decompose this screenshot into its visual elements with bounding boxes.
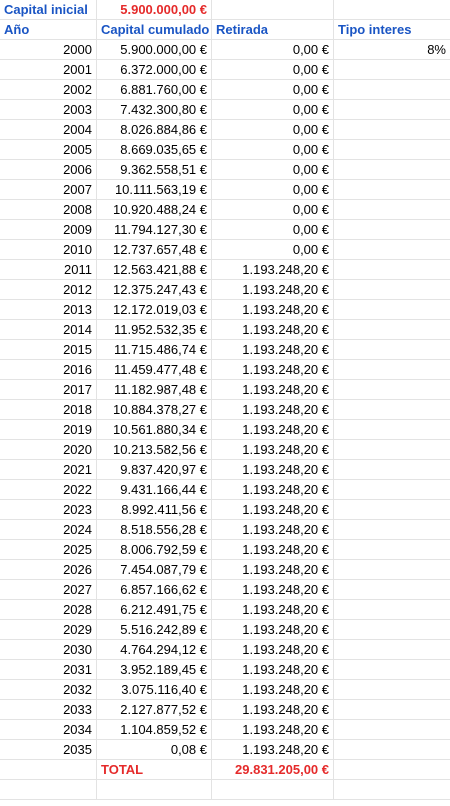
empty-cell[interactable] [334, 140, 450, 159]
capital-cell[interactable]: 7.454.087,79 € [97, 560, 212, 579]
year-cell[interactable]: 2034 [0, 720, 97, 739]
withdrawal-cell[interactable]: 1.193.248,20 € [212, 600, 334, 619]
empty-cell[interactable] [334, 0, 450, 19]
table-row [0, 240, 450, 260]
table-row [0, 400, 450, 420]
year-cell[interactable]: 2030 [0, 640, 97, 659]
empty-cell[interactable] [97, 780, 212, 799]
empty-cell[interactable] [334, 240, 450, 259]
empty-cell[interactable] [334, 600, 450, 619]
capital-cell[interactable]: 1.104.859,52 € [97, 720, 212, 739]
table-row [0, 680, 450, 700]
capital-cell[interactable]: 7.432.300,80 € [97, 100, 212, 119]
year-cell[interactable]: 2031 [0, 660, 97, 679]
year-cell[interactable]: 2015 [0, 340, 97, 359]
withdrawal-cell[interactable]: 1.193.248,20 € [212, 320, 334, 339]
capital-cell[interactable]: 11.182.987,48 € [97, 380, 212, 399]
empty-cell[interactable] [334, 260, 450, 279]
capital-value-cell[interactable]: 5.900.000,00 € [97, 0, 212, 19]
empty-cell[interactable] [334, 420, 450, 439]
capital-cell[interactable]: 8.026.884,86 € [97, 120, 212, 139]
year-cell[interactable]: 2028 [0, 600, 97, 619]
withdrawal-cell[interactable]: 1.193.248,20 € [212, 520, 334, 539]
empty-cell[interactable] [212, 0, 334, 19]
withdrawal-cell[interactable]: 1.193.248,20 € [212, 540, 334, 559]
withdrawal-cell[interactable]: 1.193.248,20 € [212, 360, 334, 379]
capital-cell[interactable]: 11.459.477,48 € [97, 360, 212, 379]
capital-cell[interactable]: 10.213.582,56 € [97, 440, 212, 459]
table-row [0, 200, 450, 220]
table-row [0, 60, 450, 80]
data-rows [0, 40, 450, 760]
withdrawal-cell[interactable]: 0,00 € [212, 60, 334, 79]
empty-cell[interactable] [334, 540, 450, 559]
withdrawal-cell[interactable]: 1.193.248,20 € [212, 720, 334, 739]
empty-cell[interactable] [212, 780, 334, 799]
total-label-cell[interactable]: TOTAL [97, 760, 212, 779]
table-row [0, 700, 450, 720]
capital-cell[interactable]: 6.881.760,00 € [97, 80, 212, 99]
year-cell[interactable]: 2014 [0, 320, 97, 339]
empty-cell[interactable] [334, 580, 450, 599]
table-row [0, 280, 450, 300]
empty-cell[interactable] [334, 280, 450, 299]
capital-label-cell[interactable]: Capital inicial [0, 0, 97, 19]
capital-cell[interactable]: 8.992.411,56 € [97, 500, 212, 519]
withdrawal-cell[interactable]: 0,00 € [212, 160, 334, 179]
year-cell[interactable]: 2022 [0, 480, 97, 499]
year-cell[interactable]: 2013 [0, 300, 97, 319]
withdrawal-cell[interactable]: 0,00 € [212, 100, 334, 119]
year-cell[interactable]: 2020 [0, 440, 97, 459]
table-row [0, 100, 450, 120]
capital-cell[interactable]: 8.006.792,59 € [97, 540, 212, 559]
capital-cell[interactable]: 12.737.657,48 € [97, 240, 212, 259]
withdrawal-cell[interactable]: 0,00 € [212, 40, 334, 59]
empty-cell[interactable] [334, 620, 450, 639]
withdrawal-cell[interactable]: 1.193.248,20 € [212, 700, 334, 719]
capital-cell[interactable]: 6.372.000,00 € [97, 60, 212, 79]
capital-cell[interactable]: 11.715.486,74 € [97, 340, 212, 359]
year-cell[interactable]: 2010 [0, 240, 97, 259]
table-row [0, 320, 450, 340]
withdrawal-cell[interactable]: 1.193.248,20 € [212, 300, 334, 319]
empty-cell[interactable] [334, 720, 450, 739]
header-year-cell[interactable]: Año [0, 20, 97, 39]
year-cell[interactable]: 2012 [0, 280, 97, 299]
empty-cell[interactable] [334, 760, 450, 779]
table-row [0, 600, 450, 620]
header-capital-cell[interactable]: Capital cumulado [97, 20, 212, 39]
table-row [0, 260, 450, 280]
capital-cell[interactable]: 0,08 € [97, 740, 212, 759]
year-cell[interactable]: 2002 [0, 80, 97, 99]
capital-cell[interactable]: 9.362.558,51 € [97, 160, 212, 179]
withdrawal-cell[interactable]: 1.193.248,20 € [212, 460, 334, 479]
header-row [0, 20, 450, 40]
capital-cell[interactable]: 10.920.488,24 € [97, 200, 212, 219]
year-cell[interactable]: 2007 [0, 180, 97, 199]
capital-cell[interactable]: 12.172.019,03 € [97, 300, 212, 319]
withdrawal-cell[interactable]: 0,00 € [212, 200, 334, 219]
withdrawal-cell[interactable]: 1.193.248,20 € [212, 500, 334, 519]
withdrawal-cell[interactable]: 0,00 € [212, 120, 334, 139]
empty-cell[interactable] [334, 520, 450, 539]
table-row [0, 360, 450, 380]
withdrawal-cell[interactable]: 1.193.248,20 € [212, 400, 334, 419]
empty-cell[interactable] [334, 340, 450, 359]
capital-cell[interactable]: 8.669.035,65 € [97, 140, 212, 159]
table-row [0, 340, 450, 360]
year-cell[interactable]: 2024 [0, 520, 97, 539]
withdrawal-cell[interactable]: 0,00 € [212, 140, 334, 159]
table-row [0, 560, 450, 580]
table-row [0, 380, 450, 400]
empty-cell[interactable] [334, 440, 450, 459]
year-cell[interactable]: 2006 [0, 160, 97, 179]
empty-cell[interactable] [334, 680, 450, 699]
capital-cell[interactable]: 10.561.880,34 € [97, 420, 212, 439]
table-row [0, 620, 450, 640]
year-cell[interactable]: 2019 [0, 420, 97, 439]
capital-cell[interactable]: 11.794.127,30 € [97, 220, 212, 239]
table-row [0, 580, 450, 600]
empty-cell[interactable] [334, 60, 450, 79]
year-cell[interactable]: 2017 [0, 380, 97, 399]
year-cell[interactable]: 2003 [0, 100, 97, 119]
empty-cell[interactable] [334, 700, 450, 719]
empty-cell[interactable] [334, 300, 450, 319]
withdrawal-cell[interactable]: 1.193.248,20 € [212, 340, 334, 359]
withdrawal-cell[interactable]: 1.193.248,20 € [212, 680, 334, 699]
empty-cell[interactable] [334, 380, 450, 399]
withdrawal-cell[interactable]: 1.193.248,20 € [212, 740, 334, 759]
total-value-cell[interactable]: 29.831.205,00 € [212, 760, 334, 779]
year-cell[interactable]: 2032 [0, 680, 97, 699]
capital-cell[interactable]: 6.212.491,75 € [97, 600, 212, 619]
capital-cell[interactable]: 3.075.116,40 € [97, 680, 212, 699]
year-cell[interactable]: 2009 [0, 220, 97, 239]
year-cell[interactable]: 2027 [0, 580, 97, 599]
table-row [0, 420, 450, 440]
year-cell[interactable]: 2026 [0, 560, 97, 579]
capital-cell[interactable]: 5.516.242,89 € [97, 620, 212, 639]
year-cell[interactable]: 2029 [0, 620, 97, 639]
table-row [0, 300, 450, 320]
withdrawal-cell[interactable]: 1.193.248,20 € [212, 380, 334, 399]
empty-cell[interactable] [0, 780, 97, 799]
empty-cell[interactable] [334, 500, 450, 519]
capital-row [0, 0, 450, 20]
empty-cell[interactable] [334, 460, 450, 479]
table-row [0, 640, 450, 660]
total-row [0, 760, 450, 780]
empty-cell[interactable] [334, 360, 450, 379]
empty-cell[interactable] [334, 80, 450, 99]
empty-cell[interactable] [334, 220, 450, 239]
table-row [0, 40, 450, 60]
header-withdrawal-cell[interactable]: Retirada [212, 20, 334, 39]
withdrawal-cell[interactable]: 1.193.248,20 € [212, 280, 334, 299]
withdrawal-cell[interactable]: 0,00 € [212, 220, 334, 239]
year-cell[interactable]: 2035 [0, 740, 97, 759]
table-row [0, 440, 450, 460]
table-row [0, 740, 450, 760]
empty-cell[interactable] [334, 480, 450, 499]
capital-cell[interactable]: 3.952.189,45 € [97, 660, 212, 679]
table-row [0, 80, 450, 100]
withdrawal-cell[interactable]: 1.193.248,20 € [212, 660, 334, 679]
capital-cell[interactable]: 10.111.563,19 € [97, 180, 212, 199]
table-row [0, 460, 450, 480]
capital-cell[interactable]: 2.127.877,52 € [97, 700, 212, 719]
year-cell[interactable]: 2033 [0, 700, 97, 719]
capital-cell[interactable]: 10.884.378,27 € [97, 400, 212, 419]
table-row [0, 220, 450, 240]
year-cell[interactable]: 2004 [0, 120, 97, 139]
table-row [0, 500, 450, 520]
rate-cell[interactable]: 8% [427, 42, 446, 57]
empty-cell[interactable] [0, 760, 97, 779]
empty-cell[interactable] [334, 320, 450, 339]
empty-cell[interactable] [334, 400, 450, 419]
capital-cell[interactable]: 5.900.000,00 € [97, 40, 212, 59]
withdrawal-cell[interactable]: 0,00 € [212, 180, 334, 199]
empty-cell[interactable] [334, 560, 450, 579]
empty-cell[interactable] [334, 660, 450, 679]
capital-cell[interactable]: 12.375.247,43 € [97, 280, 212, 299]
capital-cell[interactable]: 6.857.166,62 € [97, 580, 212, 599]
year-cell[interactable]: 2008 [0, 200, 97, 219]
withdrawal-cell[interactable]: 0,00 € [212, 80, 334, 99]
table-row [0, 180, 450, 200]
capital-cell[interactable]: 4.764.294,12 € [97, 640, 212, 659]
header-rate-cell[interactable]: Tipo interes [338, 22, 412, 37]
empty-cell[interactable] [334, 160, 450, 179]
withdrawal-cell[interactable]: 1.193.248,20 € [212, 620, 334, 639]
empty-cell[interactable] [334, 640, 450, 659]
empty-cell[interactable] [334, 120, 450, 139]
table-row [0, 520, 450, 540]
withdrawal-cell[interactable]: 1.193.248,20 € [212, 560, 334, 579]
year-cell[interactable]: 2001 [0, 60, 97, 79]
withdrawal-cell[interactable]: 1.193.248,20 € [212, 580, 334, 599]
table-row [0, 720, 450, 740]
empty-cell[interactable] [334, 780, 450, 799]
withdrawal-cell[interactable]: 1.193.248,20 € [212, 260, 334, 279]
table-row [0, 160, 450, 180]
withdrawal-cell[interactable]: 1.193.248,20 € [212, 440, 334, 459]
capital-cell[interactable]: 11.952.532,35 € [97, 320, 212, 339]
table-row [0, 480, 450, 500]
empty-cell[interactable] [334, 200, 450, 219]
capital-cell[interactable]: 8.518.556,28 € [97, 520, 212, 539]
empty-cell[interactable] [334, 180, 450, 199]
capital-cell[interactable]: 12.563.421,88 € [97, 260, 212, 279]
capital-cell[interactable]: 9.837.420,97 € [97, 460, 212, 479]
withdrawal-cell[interactable]: 1.193.248,20 € [212, 420, 334, 439]
year-cell[interactable]: 2016 [0, 360, 97, 379]
year-cell[interactable]: 2000 [0, 40, 97, 59]
table-row [0, 540, 450, 560]
capital-cell[interactable]: 9.431.166,44 € [97, 480, 212, 499]
year-cell[interactable]: 2023 [0, 500, 97, 519]
withdrawal-cell[interactable]: 1.193.248,20 € [212, 640, 334, 659]
table-row [0, 660, 450, 680]
year-cell[interactable]: 2018 [0, 400, 97, 419]
table-row [0, 140, 450, 160]
empty-row [0, 780, 450, 800]
year-cell[interactable]: 2025 [0, 540, 97, 559]
withdrawal-cell[interactable]: 1.193.248,20 € [212, 480, 334, 499]
table-row [0, 120, 450, 140]
withdrawal-cell[interactable]: 0,00 € [212, 240, 334, 259]
year-cell[interactable]: 2021 [0, 460, 97, 479]
year-cell[interactable]: 2011 [0, 260, 97, 279]
empty-cell[interactable] [334, 100, 450, 119]
year-cell[interactable]: 2005 [0, 140, 97, 159]
empty-cell[interactable] [334, 740, 450, 759]
